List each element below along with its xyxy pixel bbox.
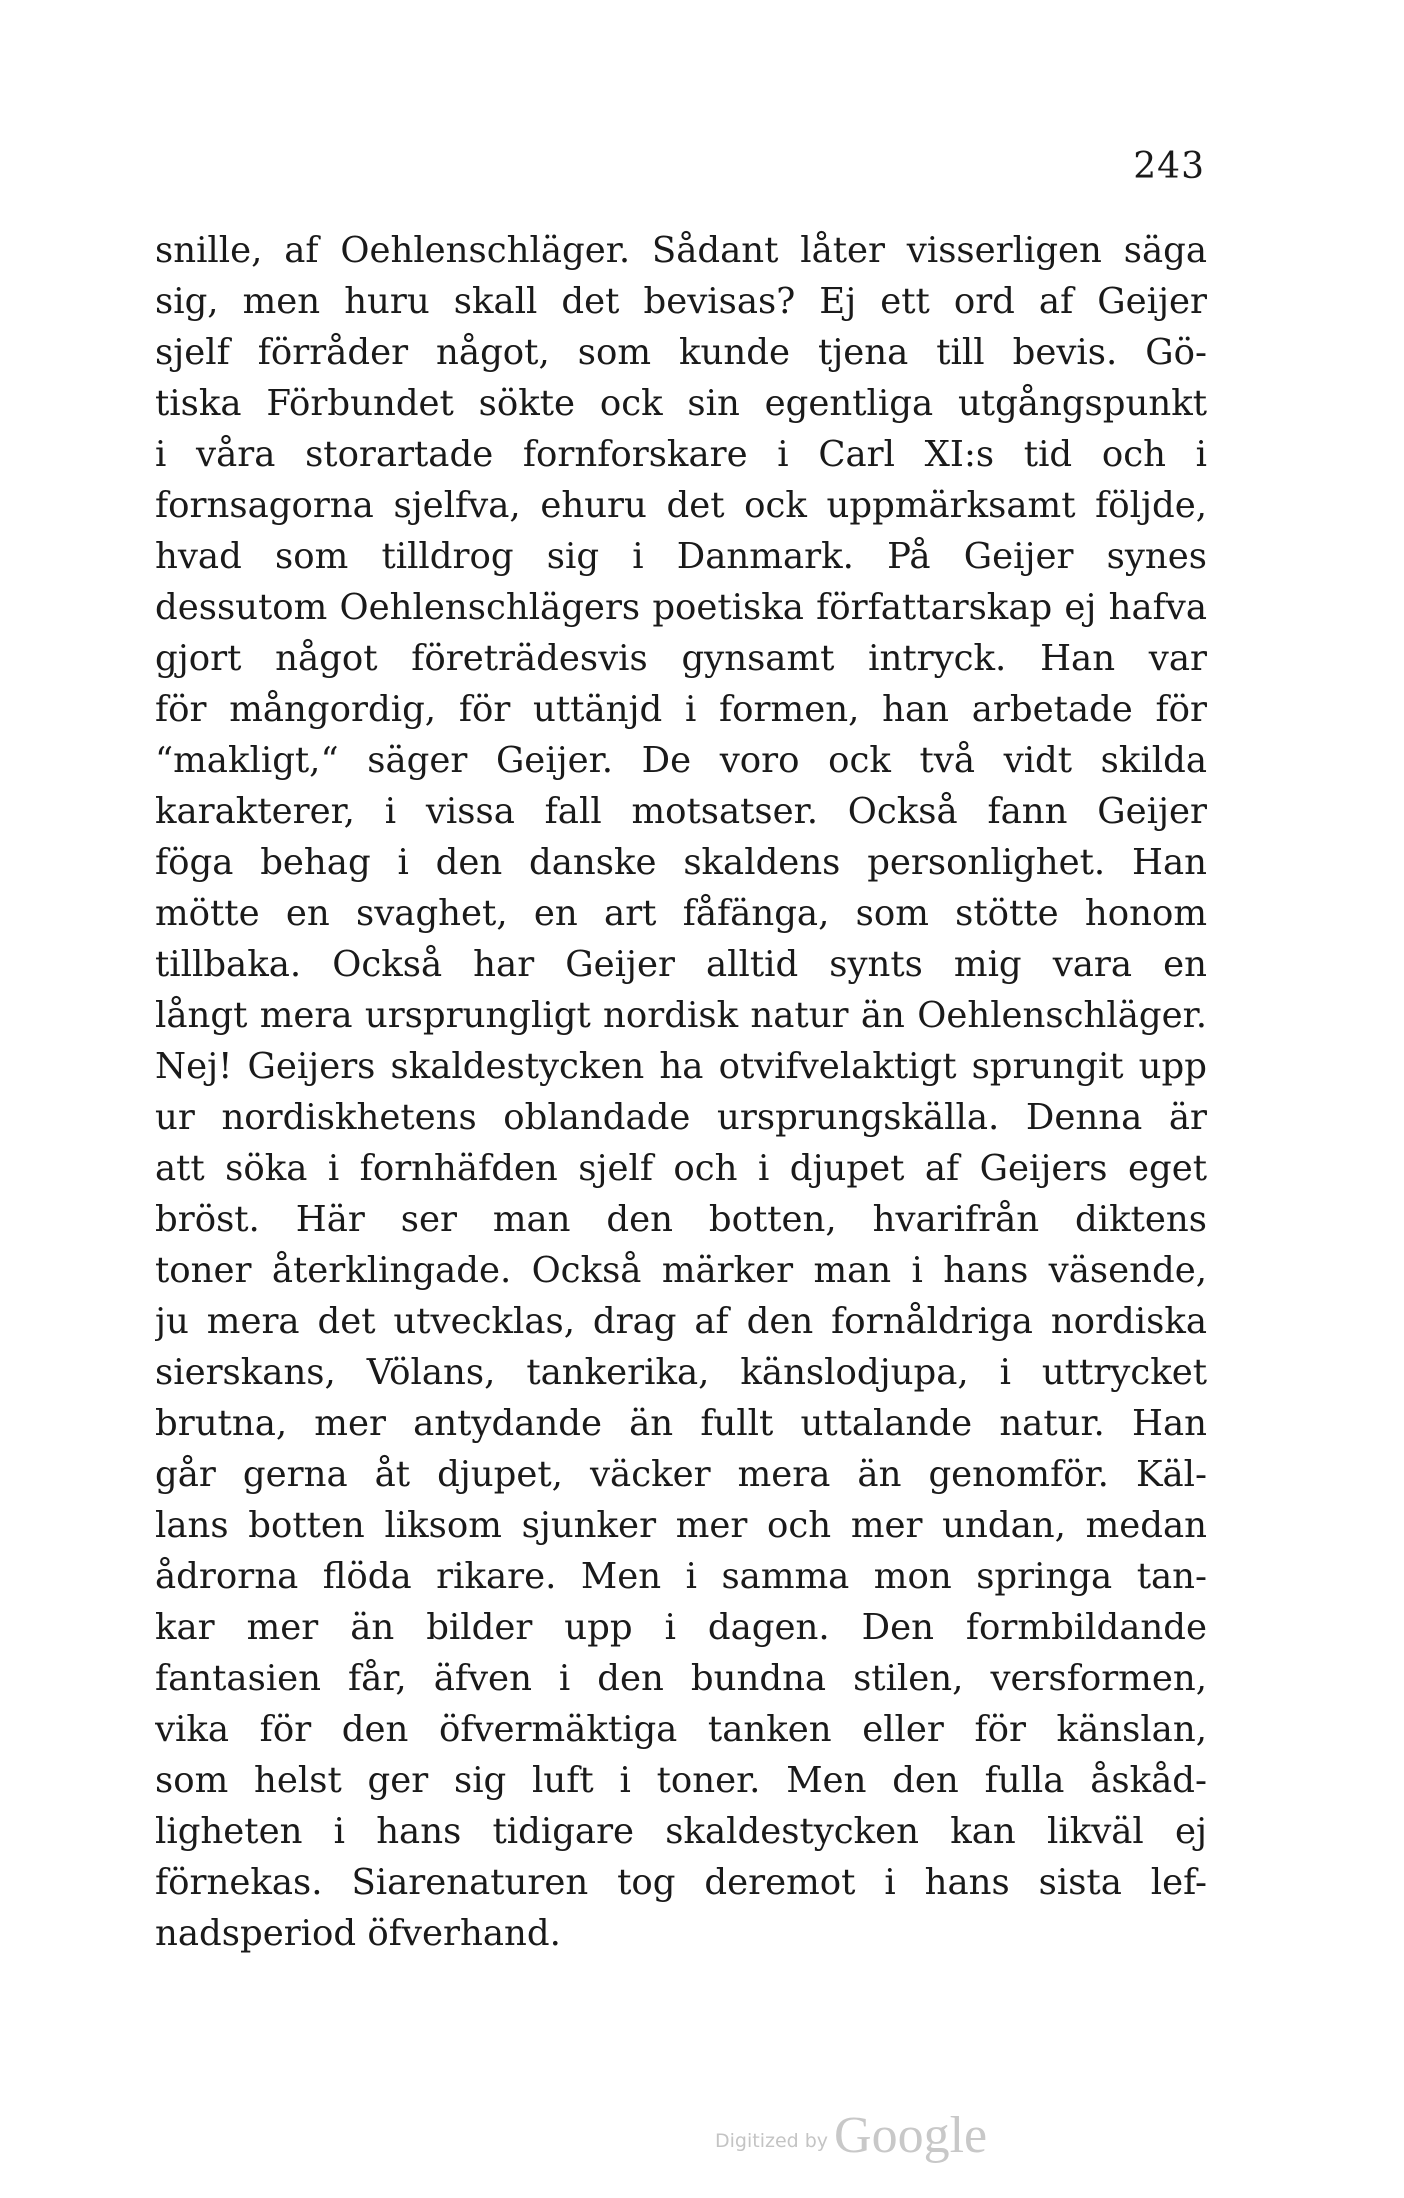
text-line: långt mera ursprungligt nordisk natur än Oehlenschläger. bbox=[155, 995, 1207, 1036]
text-line: tillbaka. Också har Geijer alltid synts mig vara en bbox=[155, 944, 1207, 985]
text-line: “makligt,“ säger Geijer. De voro ock två vidt skilda bbox=[155, 740, 1207, 781]
text-line: kar mer än bilder upp i dagen. Den formbildande bbox=[155, 1607, 1207, 1648]
text-line: bröst. Här ser man den botten, hvarifrån diktens bbox=[155, 1199, 1207, 1240]
text-line: fantasien får, äfven i den bundna stilen, versformen, bbox=[155, 1658, 1207, 1699]
text-line: Nej! Geijers skaldestycken ha otvifvelaktigt sprungit upp bbox=[155, 1046, 1207, 1087]
text-line: ur nordiskhetens oblandade ursprungskälla. Denna är bbox=[155, 1097, 1207, 1138]
text-line: ju mera det utvecklas, drag af den fornåldriga nordiska bbox=[155, 1301, 1207, 1342]
google-logo: Google bbox=[834, 2106, 988, 2164]
watermark-prefix: Digitized by bbox=[715, 2130, 829, 2152]
text-line: dessutom Oehlenschlägers poetiska författarskap ej hafva bbox=[155, 587, 1207, 628]
text-line: mötte en svaghet, en art fåfänga, som stötte honom bbox=[155, 893, 1207, 934]
text-line: karakterer, i vissa fall motsatser. Också fann Geijer bbox=[155, 791, 1207, 832]
text-line: förnekas. Siarenaturen tog deremot i hans sista lef- bbox=[155, 1862, 1207, 1903]
text-line: går gerna åt djupet, väcker mera än genomför. Käl- bbox=[155, 1454, 1207, 1495]
digitized-watermark bbox=[715, 2095, 987, 2175]
text-line: vika för den öfvermäktiga tanken eller för känslan, bbox=[155, 1709, 1207, 1750]
text-line: brutna, mer antydande än fullt uttalande natur. Han bbox=[155, 1403, 1207, 1444]
text-line: att söka i fornhäfden sjelf och i djupet af Geijers eget bbox=[155, 1148, 1207, 1189]
text-line: nadsperiod öfverhand. bbox=[155, 1913, 561, 1954]
text-line: som helst ger sig luft i toner. Men den fulla åskåd- bbox=[155, 1760, 1207, 1801]
text-line: fornsagorna sjelfva, ehuru det ock uppmärksamt följde, bbox=[155, 485, 1207, 526]
text-line: sierskans, Völans, tankerika, känslodjupa, i uttrycket bbox=[155, 1352, 1207, 1393]
text-line: i våra storartade fornforskare i Carl XI:s tid och i bbox=[155, 434, 1207, 475]
text-line: hvad som tilldrog sig i Danmark. På Geijer synes bbox=[155, 536, 1207, 577]
page-number: 243 bbox=[1133, 146, 1205, 187]
text-line: ligheten i hans tidigare skaldestycken kan likväl ej bbox=[155, 1811, 1207, 1852]
text-line: toner återklingade. Också märker man i hans väsende, bbox=[155, 1250, 1207, 1291]
body-text bbox=[155, 225, 1207, 1959]
text-line: för mångordig, för uttänjd i formen, han arbetade för bbox=[155, 689, 1207, 730]
text-line: snille, af Oehlenschläger. Sådant låter visserligen säga bbox=[155, 230, 1207, 271]
text-line: ådrorna flöda rikare. Men i samma mon springa tan- bbox=[155, 1556, 1207, 1597]
text-line: sig, men huru skall det bevisas? Ej ett ord af Geijer bbox=[155, 281, 1207, 322]
text-line: sjelf förråder något, som kunde tjena till bevis. Gö- bbox=[155, 332, 1207, 373]
text-line: lans botten liksom sjunker mer och mer undan, medan bbox=[155, 1505, 1207, 1546]
text-line: tiska Förbundet sökte ock sin egentliga utgångspunkt bbox=[155, 383, 1207, 424]
text-line: föga behag i den danske skaldens personlighet. Han bbox=[155, 842, 1207, 883]
text-line: gjort något företrädesvis gynsamt intryck. Han var bbox=[155, 638, 1207, 679]
